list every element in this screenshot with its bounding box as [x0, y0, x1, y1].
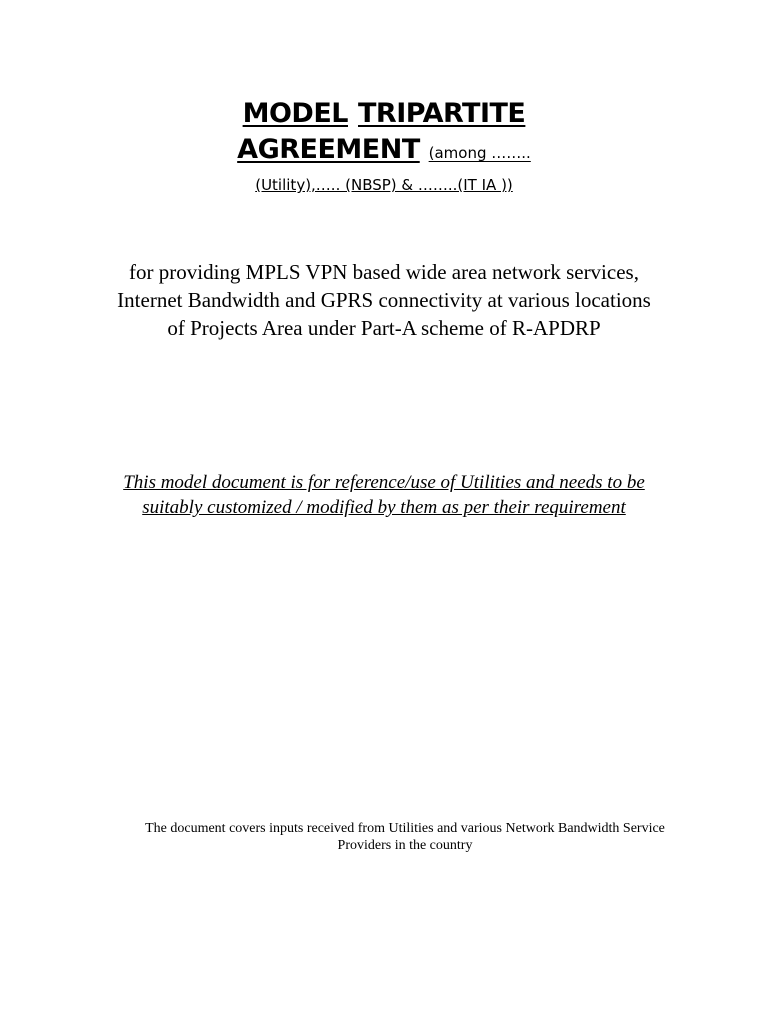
reference-note — [60, 470, 708, 520]
title-parties-start: (among …….. — [428, 144, 531, 162]
footer-line-1: The document covers inputs received from Utilities and various Network Bandwidth Service — [145, 821, 665, 836]
title-parties-line: (Utility),….. (NBSP) & ……..(IT IA )) — [255, 176, 513, 194]
purpose-line-3: of Projects Area under Part-A scheme of R-APDRP — [167, 316, 601, 340]
title-word-model: MODEL — [242, 98, 348, 129]
title-line-1 — [0, 96, 768, 132]
purpose-line-2: Internet Bandwidth and GPRS connectivity at various locations — [117, 288, 651, 312]
footer-line-2: Providers in the country — [337, 838, 473, 853]
footer-note — [90, 820, 720, 854]
title-word-tripartite: TRIPARTITE — [358, 98, 526, 129]
purpose-line-1: for providing MPLS VPN based wide area network services, — [129, 260, 639, 284]
title-line-2 — [0, 132, 768, 171]
title-word-agreement: AGREEMENT — [237, 134, 420, 165]
agreement-purpose — [60, 258, 708, 342]
document-title — [0, 96, 768, 199]
note-line-2: suitably customized / modified by them as per their requirement — [142, 497, 626, 518]
note-line-1: This model document is for reference/use of Utilities and needs to be — [123, 472, 645, 493]
